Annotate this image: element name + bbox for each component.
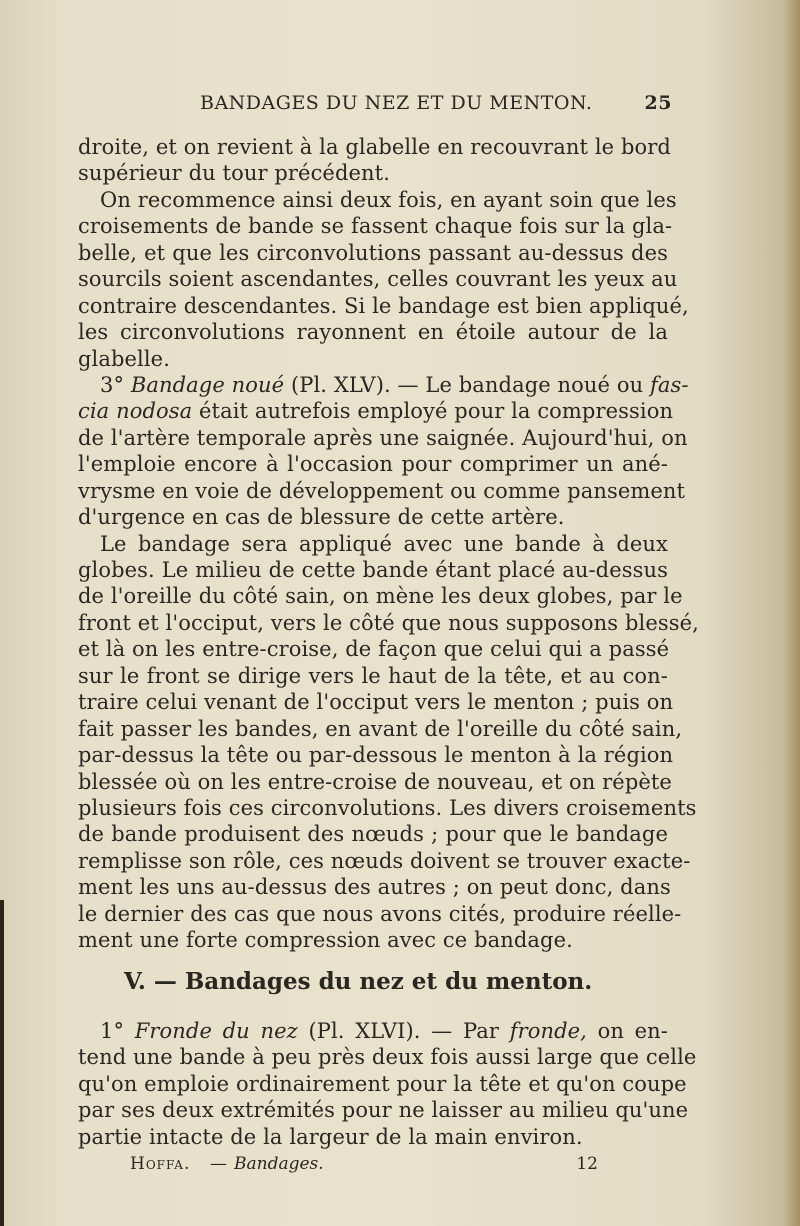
- item1-term: fronde,: [509, 1019, 587, 1043]
- item3-title: Bandage noué: [130, 372, 285, 397]
- text-line: fait passer les bandes, en avant de l'oreille du côté sain,: [78, 716, 683, 741]
- text-line: ment une forte compression avec ce bandage.: [78, 928, 573, 953]
- item3-ref: (Pl. XLV). — Le bandage noué ou: [290, 372, 644, 397]
- text-line: On recommence ainsi deux fois, en ayant soin que les: [100, 187, 677, 212]
- text-line: globes. Le milieu de cette bande étant placé au-dessus: [78, 558, 668, 582]
- text-line: glabelle.: [78, 346, 170, 371]
- item1-heading-line: [78, 1018, 668, 1044]
- text-line: tend une bande à peu près deux fois aussi large que celle: [78, 1045, 697, 1070]
- footer-dash: —: [210, 1154, 227, 1174]
- text-line: l'emploie encore à l'occasion pour comprimer un ané-: [78, 452, 668, 477]
- footer-book-title: Bandages.: [234, 1154, 324, 1174]
- text-line: d'urgence en cas de blessure de cette artère.: [78, 505, 565, 530]
- item3-heading-line: [78, 372, 689, 398]
- text-line: partie intacte de la largeur de la main environ.: [78, 1124, 583, 1149]
- text-line: plusieurs fois ces circonvolutions. Les divers croisements: [78, 795, 697, 820]
- body-text-section-v: [78, 1018, 697, 1150]
- text-line: supérieur du tour précédent.: [78, 161, 390, 186]
- text-line: de l'artère temporale après une saignée. Aujourd'hui, on: [78, 425, 688, 450]
- body-text: [78, 134, 699, 954]
- footer-sheet-number: 12: [576, 1154, 598, 1174]
- text-line: vrysme en voie de développement ou comme pansement: [78, 478, 686, 503]
- text-line: et là on les entre-croise, de façon que celui qui a passé: [78, 637, 670, 662]
- text-line: droite, et on revient à la glabelle en recouvrant le bord: [78, 135, 671, 159]
- text-line: par ses deux extrémités pour ne laisser au milieu qu'une: [78, 1098, 689, 1123]
- text-line: qu'on emploie ordinairement pour la tête et qu'on coupe: [78, 1071, 687, 1096]
- text-line: par-dessus la tête ou par-dessous le menton à la région: [78, 743, 674, 768]
- binding-edge: [0, 900, 4, 1226]
- item3-latin-line: [78, 398, 674, 424]
- text-line: contraire descendantes. Si le bandage est bien appliqué,: [78, 293, 689, 318]
- footer-signature: [130, 1154, 598, 1178]
- item1-title: Fronde du nez: [134, 1019, 298, 1043]
- item3-latin-a: fas-: [650, 372, 689, 397]
- text-line: de bande produisent des nœuds ; pour que le bandage: [78, 822, 668, 847]
- text-line: Le bandage sera appliqué avec une bande à deux: [100, 531, 668, 556]
- page-number: 25: [644, 92, 672, 114]
- page-edge-shadow: [784, 0, 800, 1226]
- text-line: sourcils soient ascendantes, celles couvrant les yeux au: [78, 267, 678, 292]
- text-line: ment les uns au-dessus des autres ; on peut donc, dans: [78, 875, 671, 900]
- text-line: le dernier des cas que nous avons cités, produire réelle-: [78, 901, 682, 926]
- item1-rest: on en-: [597, 1019, 669, 1043]
- text-line: croisements de bande se fassent chaque fois sur la gla-: [78, 214, 673, 239]
- text-line: belle, et que les circonvolutions passant au-dessus des: [78, 240, 668, 265]
- text-line: de l'oreille du côté sain, on mène les deux globes, par le: [78, 584, 683, 609]
- text-line: sur le front se dirige vers le haut de la tête, et au con-: [78, 663, 668, 688]
- item3-latin-b: cia nodosa: [78, 399, 193, 424]
- item1-ref: (Pl. XLVI). — Par: [308, 1019, 500, 1043]
- footer-author: Hoffa.: [130, 1154, 191, 1174]
- running-title: BANDAGES DU NEZ ET DU MENTON.: [200, 92, 593, 114]
- item3-number: 3°: [100, 372, 125, 397]
- item1-number: 1°: [100, 1019, 125, 1043]
- text-line: remplisse son rôle, ces nœuds doivent se trouver exacte-: [78, 848, 691, 873]
- text-line: blessée où on les entre-croise de nouveau, et on répète: [78, 769, 672, 794]
- text-line: front et l'occiput, vers le côté que nous supposons blessé,: [78, 610, 699, 635]
- running-header: [200, 92, 672, 122]
- text-line: les circonvolutions rayonnent en étoile autour de la: [78, 320, 668, 345]
- text-line: traire celui venant de l'occiput vers le menton ; puis on: [78, 690, 674, 715]
- section-heading: V. — Bandages du nez et du menton.: [124, 968, 593, 995]
- item3-rest: était autrefois employé pour la compression: [199, 399, 674, 424]
